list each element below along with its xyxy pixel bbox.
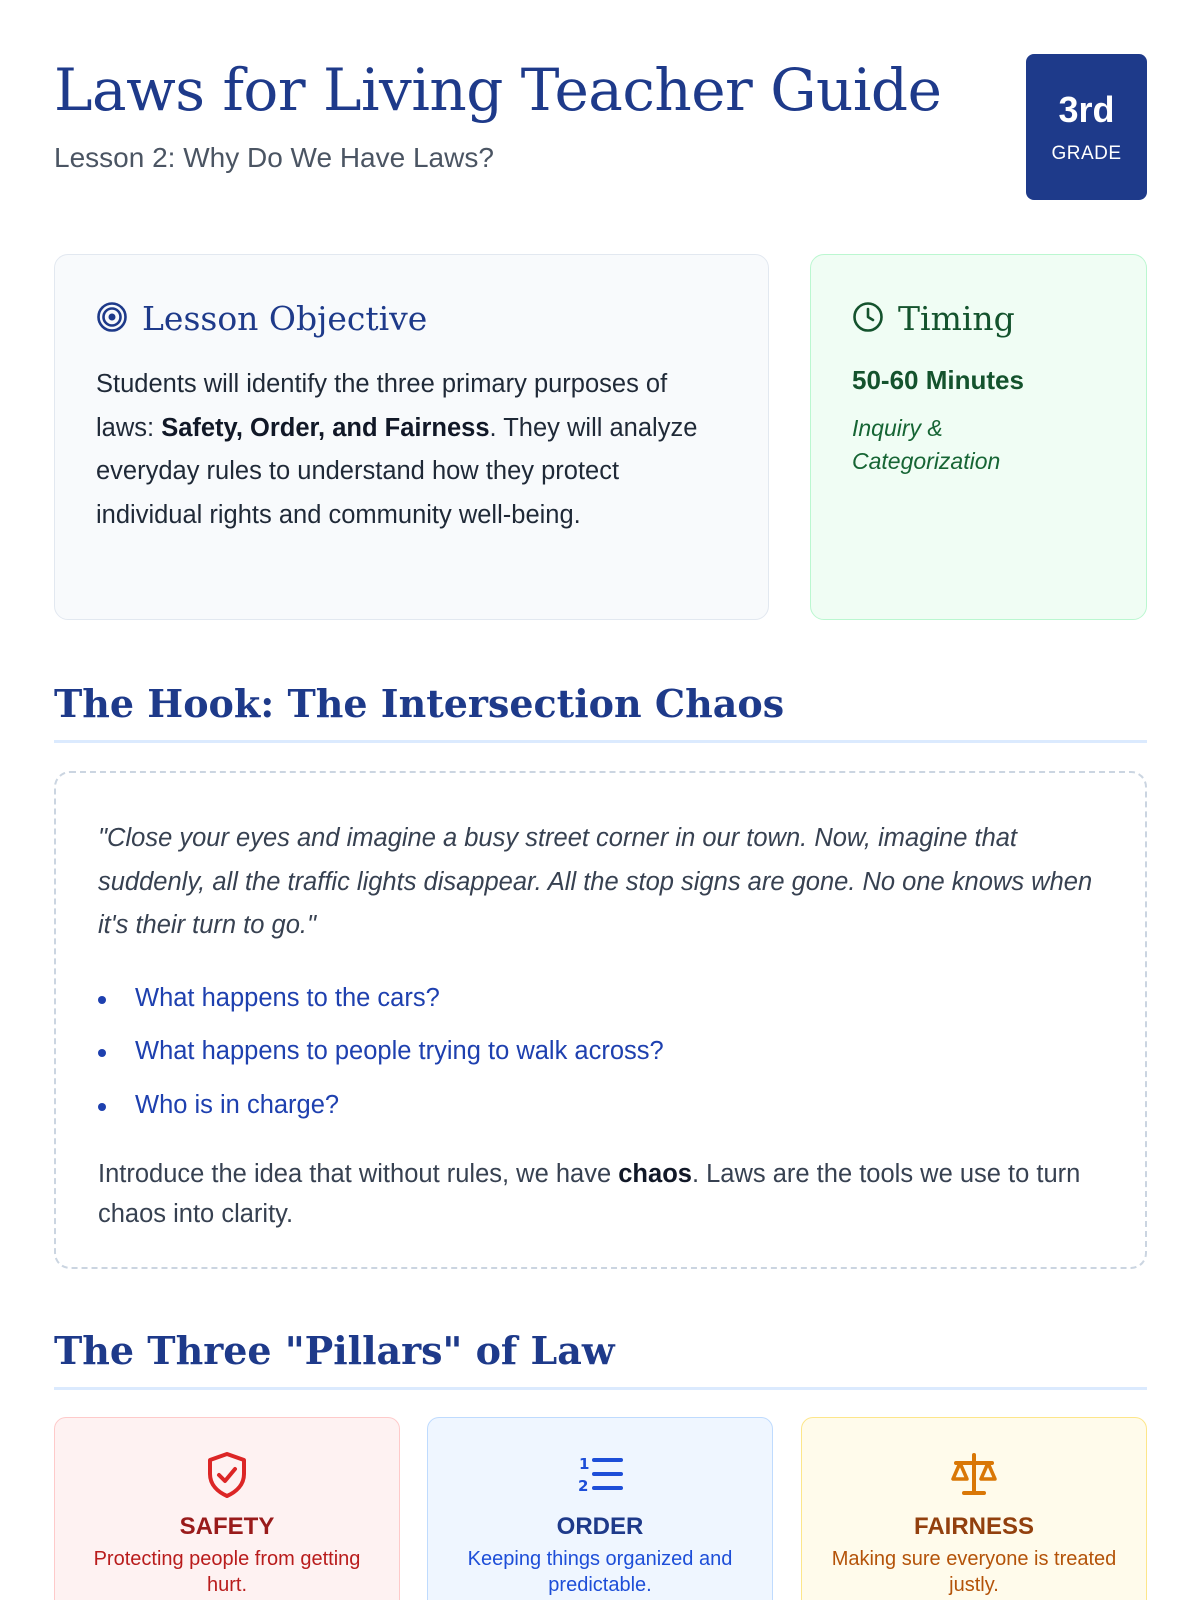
- bullet-dot: [98, 1103, 106, 1111]
- pillar-card-order: [427, 1417, 773, 1600]
- hook-question: What happens to the cars?: [135, 983, 440, 1012]
- grade-label: GRADE: [1051, 143, 1122, 164]
- hook-outro-bold: chaos: [618, 1160, 692, 1188]
- pillar-name: FAIRNESS: [913, 1513, 1035, 1540]
- target-icon: [96, 301, 128, 338]
- hook-divider: [54, 740, 1147, 743]
- pillar-card-safety: [54, 1417, 400, 1600]
- timing-card: [810, 254, 1147, 620]
- hook-quote: "Close your eyes and imagine a busy street corner in our town. Now, imagine that suddenly, all the traffic lights disappear. All the stop signs are gone. No one knows when it's their turn to go.": [98, 824, 1093, 939]
- pillar-description: Making sure everyone is treated justly.: [831, 1548, 1117, 1596]
- objective-title: Lesson Objective: [142, 299, 428, 338]
- pillars-heading: The Three "Pillars" of Law: [54, 1328, 615, 1373]
- timing-duration: 50-60 Minutes: [852, 365, 1024, 395]
- numbered-list-icon: [428, 1450, 772, 1500]
- hook-heading: The Hook: The Intersection Chaos: [54, 681, 785, 726]
- pillars-divider: [54, 1387, 1147, 1390]
- page-header: [54, 54, 1147, 200]
- pillar-description: Keeping things organized and predictable.: [467, 1548, 733, 1596]
- hook-box: [54, 771, 1147, 1269]
- hook-questions: [98, 972, 1103, 1133]
- list-item: [98, 972, 1103, 1026]
- pillar-description: Protecting people from getting hurt.: [93, 1548, 361, 1596]
- objective-text: [96, 363, 728, 537]
- objective-pillars-bold: Safety, Order, and Fairness: [161, 413, 490, 442]
- objective-text-part: Students will identify the three primary purposes of laws:: [96, 370, 668, 442]
- objective-card-header: [96, 295, 728, 343]
- list-item: [98, 1079, 1103, 1133]
- grade-badge: [1026, 54, 1147, 200]
- grade-value: 3rd: [1058, 89, 1115, 130]
- hook-outro-part: . Laws are the tools we use to turn chaos into clarity.: [98, 1160, 1081, 1228]
- hook-outro: [98, 1154, 1103, 1234]
- page-title: Laws for Living Teacher Guide: [54, 56, 942, 124]
- hook-question: What happens to people trying to walk across?: [135, 1037, 664, 1065]
- scales-icon: [802, 1450, 1146, 1500]
- pillar-name: SAFETY: [179, 1513, 275, 1540]
- pillar-name: ORDER: [556, 1513, 644, 1540]
- svg-text:2: 2: [578, 1477, 589, 1495]
- timing-card-header: [852, 295, 1116, 343]
- list-item: [98, 1025, 1103, 1079]
- hook-outro-part: Introduce the idea that without rules, we have: [98, 1160, 619, 1188]
- objective-card: [54, 254, 769, 620]
- timing-method: Inquiry & Categorization: [852, 415, 1001, 474]
- hook-question: Who is in charge?: [135, 1090, 340, 1119]
- timing-title: Timing: [898, 299, 1015, 338]
- svg-text:1: 1: [579, 1455, 590, 1473]
- lesson-subtitle: Lesson 2: Why Do We Have Laws?: [54, 142, 494, 173]
- bullet-dot: [98, 996, 106, 1004]
- clock-icon: [852, 301, 884, 338]
- bullet-dot: [98, 1049, 106, 1057]
- shield-check-icon: [55, 1450, 399, 1500]
- objective-text-part: . They will analyze everyday rules to understand how they protect individual rights and community well-being.: [96, 413, 698, 529]
- pillar-card-fairness: [801, 1417, 1147, 1600]
